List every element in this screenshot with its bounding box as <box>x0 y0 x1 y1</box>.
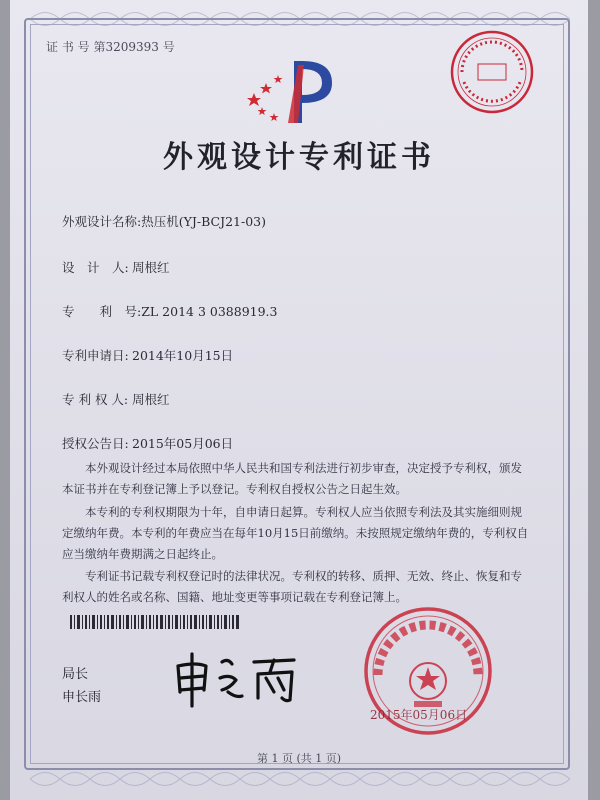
seal-date: 2015年05月06日 <box>370 708 468 722</box>
patentee-value: 周根红 <box>132 392 170 407</box>
patent-number-value: ZL 2014 3 0388919.3 <box>141 304 278 319</box>
field-filing-date <box>62 346 233 364</box>
certificate-title: 外观设计专利证书 <box>163 140 435 175</box>
field-grant-date <box>62 434 233 452</box>
field-design-name <box>62 212 266 230</box>
field-patentee <box>62 390 170 408</box>
paragraph-1: 本外观设计经过本局依照中华人民共和国专利法进行初步审查，决定授予专利权，颁发本证书并在专利登记簿上予以登记。专利权自授权公告之日起生效。 <box>62 461 522 496</box>
design-name-value: 热压机(YJ-BCJ21-03) <box>141 214 266 229</box>
grant-date-label: 授权公告日: <box>62 436 129 451</box>
certificate-number: 证 书 号 第3209393 号 <box>46 40 175 54</box>
field-designer <box>62 258 170 276</box>
signer-role: 局长 <box>62 667 89 682</box>
patent-office-emblem-icon <box>238 55 348 127</box>
grant-date-value: 2015年05月06日 <box>132 436 234 451</box>
filing-date-value: 2014年10月15日 <box>132 348 234 363</box>
barcode <box>70 615 240 629</box>
designer-value: 周根红 <box>132 260 170 275</box>
field-patent-number <box>62 302 278 320</box>
designer-label: 设 计 人: <box>62 260 129 275</box>
paragraph-3: 专利证书记载专利权登记时的法律状况。专利权的转移、质押、无效、终止、恢复和专利权人的姓名或名称、国籍、地址变更等事项记载在专利登记簿上。 <box>62 569 522 604</box>
patentee-label: 专 利 权 人: <box>62 392 129 407</box>
patent-number-label: 专 利 号: <box>62 304 142 319</box>
certificate-page <box>10 0 588 800</box>
filing-date-label: 专利申请日: <box>62 348 129 363</box>
paragraph-2: 本专利的专利权期限为十年，自申请日起算。专利权人应当依照专利法及其实施细则规定缴纳年费。本专利的年费应当在每年10月15日前缴纳。未按照规定缴纳年费的，专利权自应当缴纳年费期满之日起终止。 <box>62 505 529 561</box>
office-seal-icon <box>448 28 536 116</box>
handwritten-signature <box>170 648 310 710</box>
design-name-label: 外观设计名称: <box>62 214 142 229</box>
signer-name: 申长雨 <box>62 690 102 705</box>
page-footer: 第 1 页 (共 1 页) <box>256 752 342 765</box>
